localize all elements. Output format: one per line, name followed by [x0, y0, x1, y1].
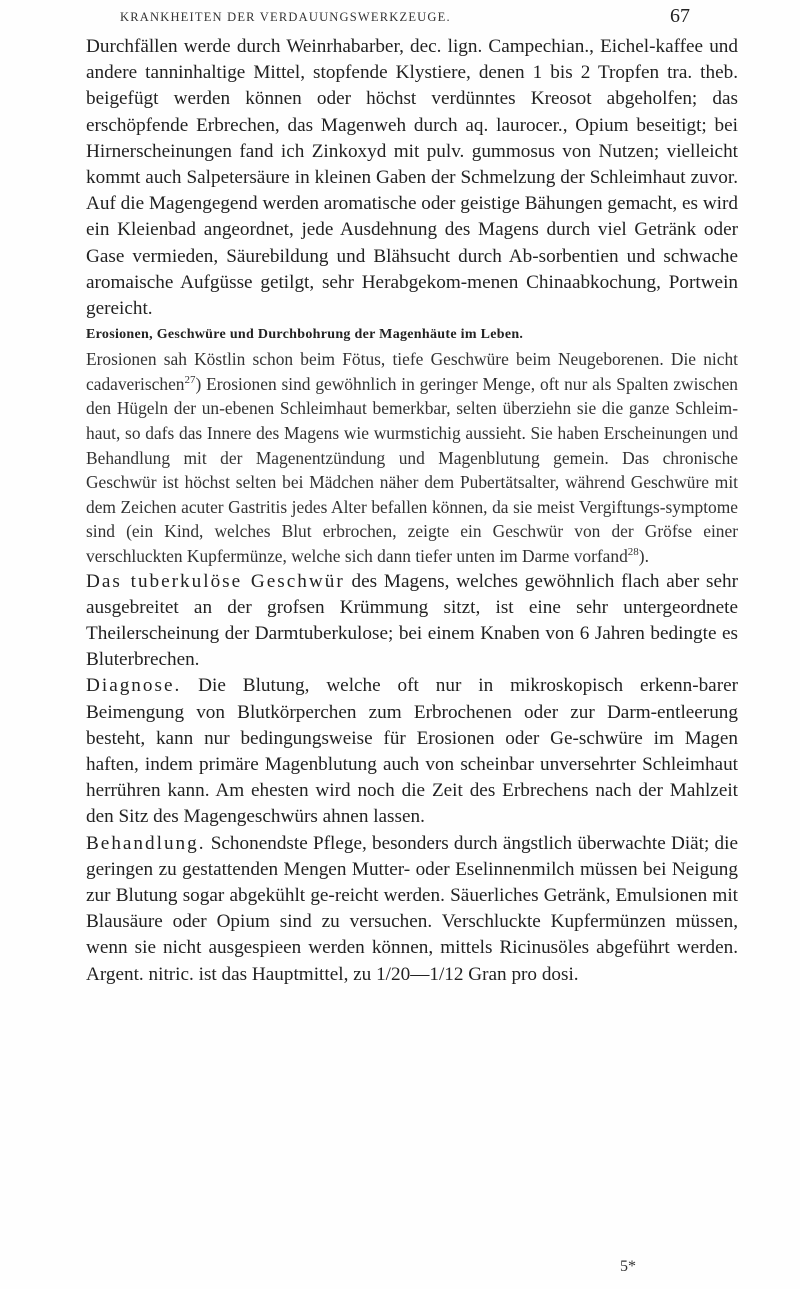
page-number: 67	[670, 5, 690, 27]
small-print-section	[86, 347, 738, 568]
footnote-ref-28: 28	[627, 546, 639, 559]
signature-mark: 5*	[620, 1258, 636, 1275]
tuberculous-lead: Das tuberkulöse Geschwür	[86, 570, 345, 592]
treatment-end: Gran pro dosi.	[463, 963, 579, 985]
footnote-ref-27: 27	[184, 374, 196, 387]
erosions-text-a: Erosionen sah Köstlin schon beim Fötus, tiefe Geschwüre beim Neugeborenen. Die nicht cadaverischen	[86, 349, 738, 394]
tuberculous-text: des Magens, welches gewöhnlich flach aber sehr ausgebreitet an der grofsen Krümmung sitzt, ist eine sehr untergeordnete Theilerscheinung der Darmtuberkulose; bei einem Knaben von 6 Jahren bedingte es Bluterbrechen.	[86, 570, 738, 671]
diagnosis-text: Die Blutung, welche oft nur in mikroskopisch erkenn-barer Beimengung von Blutkörperchen zum Erbrochenen oder zur Darm-entleerung besteht, kann nur bedingungsweise für Erosionen oder Ge-schwüre im Magen haften, indem primäre Magenblutung auch von scheinbar unversehrter Schleimhaut herrühren kann. Am ehesten wird noch die Zeit des Erbrechens nach der Mahlzeit den Sitz des Magengeschwürs ahnen lassen.	[86, 675, 738, 828]
treatment-text: Schonendste Pflege, besonders durch ängstlich überwachte Diät; die geringen zu gestattenden Mengen Mutter- oder Eselinnenmilch müssen bei Neigung zur Blutung sogar abgekühlt ge-reicht werden. Säuerliches Getränk, Emulsionen mit Blausäure oder Opium sind zu versuchen. Verschluckte Kupfermünzen müssen, wenn sie nicht ausgespieen werden können, mittels Ricinusöles abgeführt werden. Argent. nitric. ist das Hauptmittel, zu	[86, 832, 738, 985]
paragraph-erosions	[86, 347, 738, 568]
page-header	[98, 5, 690, 32]
paragraph-treatment	[86, 831, 738, 988]
body-text	[86, 34, 738, 988]
erosions-text-b: ) Erosionen sind gewöhnlich in geringer Menge, oft nur als Spalten zwischen den Hügeln der un-ebenen Schleimhaut bemerkbar, selten überziehn sie die ganze Schleim-haut, so dafs das Innere des Magens wie wurmstichig aussieht. Sie haben Erscheinungen und Behandlung mit der Magenentzündung und Magenblutung gemein. Das chronische Geschwür ist höchst selten bei Mädchen näher dem Pubertätsalter, während Geschwüre mit dem Zeichen acuter Gastritis jedes Alter befallen können, da sie meist Vergiftungs-symptome sind (ein Kind, welches Blut erbrochen, zeigte ein Geschwür von der Gröfse einer verschluckten Kupfermünze, welche sich dann tiefer unten im Darme vorfand	[86, 373, 738, 566]
section-heading: Erosionen, Geschwüre und Durchbohrung der Magenhäute im Leben.	[86, 327, 524, 343]
diagnosis-lead: Diagnose.	[86, 675, 182, 697]
running-head: KRANKHEITEN DER VERDAUUNGSWERKZEUGE.	[120, 10, 451, 24]
paragraph-treatment-continued: Durchfällen werde durch Weinrhabarber, dec. lign. Campechian., Eichel-kaffee und andere tanninhaltige Mittel, stopfende Klystiere, denen 1 bis 2 Tropfen tra. theb. beigefügt werden können oder höchst verdünntes Kreosot abgeholfen; das erschöpfende Erbrechen, das Magenweh durch aq. laurocer., Opium beseitigt; bei Hirnerscheinungen fand ich Zinkoxyd mit pulv. gummosus von Nutzen; vielleicht kommt auch Salpetersäure in kleinen Gaben der Schmelzung der Schleimhaut zuvor. Auf die Magengegend werden aromatische oder geistige Bähungen gemacht, es wird ein Kleienbad angeordnet, jede Ausdehnung des Magens durch viel Getränk oder Gase vermieden, Säurebildung und Blähsucht durch Ab-sorbentien und schwache aromaische Aufgüsse getilgt, sehr Herabgekom-menen Chinaabkochung, Portwein gereicht.	[86, 36, 738, 320]
paragraph-diagnosis	[86, 673, 738, 830]
paragraph-tuberculous	[86, 569, 738, 674]
dose-fraction: 1/20—1/12	[376, 963, 464, 985]
treatment-lead: Behandlung.	[86, 832, 206, 854]
erosions-text-c: ).	[638, 545, 649, 566]
